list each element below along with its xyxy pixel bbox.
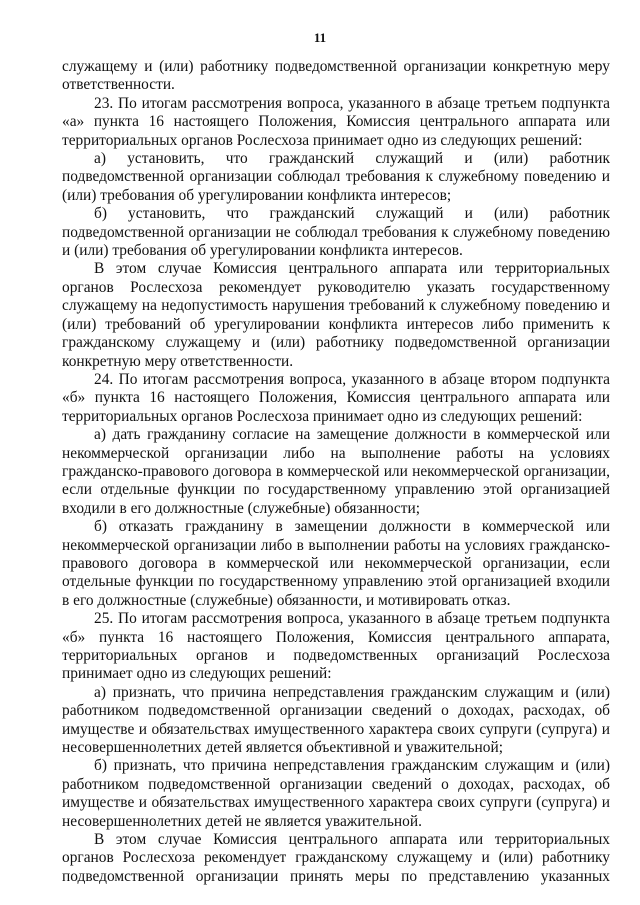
page-number: 11 [313, 30, 327, 45]
paragraph: а) признать, что причина непредставления гражданским служащим и (или) работником подведомственной организации сведений о доходах, расходах, об имуществе и обязательствах имущественного характера своих супруги (супруга) и несовершеннолетних детей является объективной и уважительной; [62, 683, 610, 757]
document-body [62, 58, 610, 886]
paragraph: 24. По итогам рассмотрения вопроса, указанного в абзаце втором подпункта «б» пункта 16 настоящего Положения, Комиссия центрального аппарата или территориальных органов Рослесхоза принимает одно из следующих решений: [62, 370, 610, 425]
paragraph: В этом случае Комиссия центрального аппарата или территориальных органов Рослесхоза рекомендует гражданскому служащему и (или) работнику подведомственной организации принять меры по представлению указанных [62, 831, 610, 885]
paragraph: 23. По итогам рассмотрения вопроса, указанного в абзаце третьем подпункта «а» пункта 16 настоящего Положения, Комиссия центрального аппарата или территориальных органов Рослесхоза принимает одно из следующих решений: [62, 94, 610, 149]
paragraph: 25. По итогам рассмотрения вопроса, указанного в абзаце третьем подпункта «б» пункта 16 настоящего Положения, Комиссия центрального аппарата, территориальных органов и подведомственных организаций Рослесхоза принимает одно из следующих решений: [62, 610, 610, 683]
paragraph: В этом случае Комиссия центрального аппарата или территориальных органов Рослесхоза рекомендует руководителю указать государственному служащему на недопустимость нарушения требований к служебному поведению и (или) требований об урегулировании конфликта интересов либо применить к гражданскому служащему и (или) работнику подведомственной организации конкретную меру ответственности. [62, 260, 610, 370]
paragraph: б) отказать гражданину в замещении должности в коммерческой или некоммерческой организации либо в выполнении работы на условиях гражданско-правового договора в коммерческой или некоммерческой организации, если отдельные функции по государственному управлению этой организацией входили в его должностные (служебные) обязанности, и мотивировать отказ. [62, 518, 610, 609]
paragraph: б) установить, что гражданский служащий и (или) работник подведомственной организации не соблюдал требования к служебному поведению и (или) требования об урегулировании конфликта интересов. [62, 205, 610, 260]
paragraph: б) признать, что причина непредставления гражданским служащим и (или) работником подведомственной организации сведений о доходах, расходах, об имуществе и обязательствах имущественного характера своих супруги (супруга) и несовершеннолетних детей не является уважительной. [62, 757, 610, 830]
paragraph: а) дать гражданину согласие на замещение должности в коммерческой или некоммерческой организации либо на выполнение работы на условиях гражданско-правового договора в коммерческой или некоммерческой организации, если отдельные функции по государственному управлению этой организацией входили в его должностные (служебные) обязанности; [62, 426, 610, 517]
paragraph: а) установить, что гражданский служащий и (или) работник подведомственной организации соблюдал требования к служебному поведению и (или) требования об урегулировании конфликта интересов; [62, 150, 610, 204]
paragraph: служащему и (или) работнику подведомственной организации конкретную меру ответственности. [62, 58, 610, 94]
